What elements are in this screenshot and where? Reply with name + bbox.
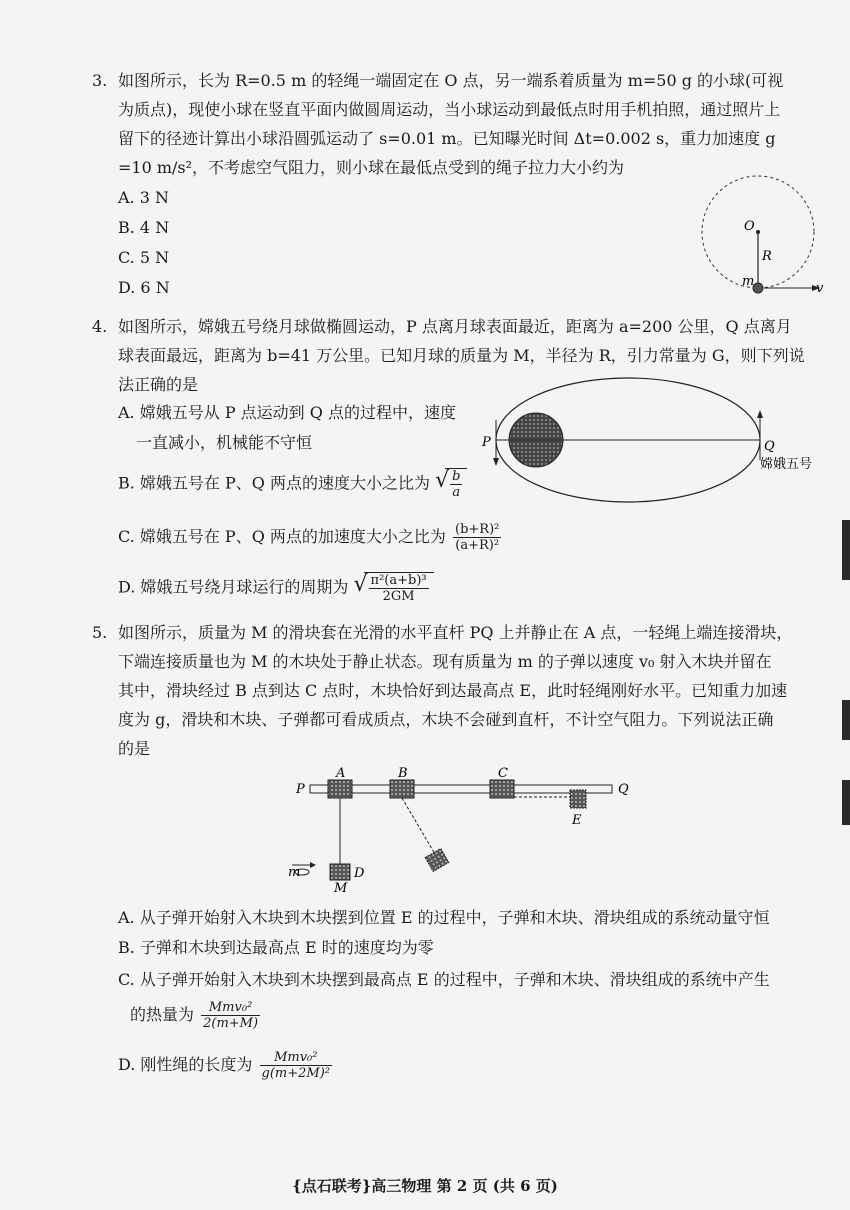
q5-slider-c xyxy=(490,780,514,798)
q4-label-q: Q xyxy=(764,439,775,454)
q5-option-d-numerator: Mmv₀² xyxy=(260,1050,332,1066)
q4-option-c[interactable] xyxy=(118,522,503,553)
q5-line-4: 度为 g，滑块和木块、子弹都可看成质点，木块不会碰到直杆，不计空气阻力。下列说法正确 xyxy=(118,710,774,729)
q5-option-b[interactable]: B. 子弹和木块到达最高点 E 时的速度均为零 xyxy=(118,938,434,957)
q3-label-m: m xyxy=(742,274,755,289)
scan-edge-shadow xyxy=(842,520,850,580)
q5-option-a[interactable]: A. 从子弹开始射入木块到木块摆到位置 E 的过程中，子弹和木块、滑块组成的系统动量守恒 xyxy=(118,908,770,927)
q4-number: 4. xyxy=(92,317,108,336)
q5-rod xyxy=(310,785,612,793)
q4-velocity-p-arrowhead xyxy=(493,458,499,466)
q5-line-1: 如图所示，质量为 M 的滑块套在光滑的水平直杆 PQ 上并静止在 A 点，一轻绳上端连接滑块， xyxy=(118,623,793,642)
q5-label-a: A xyxy=(336,766,346,781)
q5-slider-figure xyxy=(290,764,640,894)
q4-option-c-denominator: (a+R)² xyxy=(455,538,500,553)
q4-option-d-numerator: π²(a+b)³ xyxy=(370,573,427,588)
q5-block-e xyxy=(570,790,586,808)
q3-option-b[interactable]: B. 4 N xyxy=(118,218,170,237)
q4-option-d-sqrt: √ $\frac{\text{π²(a+b)³}}{2GM}$ xyxy=(354,572,434,604)
q5-label-q: Q xyxy=(618,782,629,797)
q4-option-d[interactable] xyxy=(118,572,434,604)
q3-label-o: O xyxy=(744,219,755,234)
q4-option-c-text: C. 嫦娥五号在 P、Q 两点的加速度大小之比为 xyxy=(118,527,446,546)
q5-slider-b xyxy=(390,780,414,798)
q4-option-d-text: D. 嫦娥五号绕月球运行的周期为 xyxy=(118,577,349,597)
q4-option-a-line-1[interactable]: A. 嫦娥五号从 P 点运动到 Q 点的过程中，速度 xyxy=(118,403,456,422)
q3-line-3: 留下的径迹计算出小球沿圆弧运动了 s=0.01 m。已知曝光时间 Δt=0.002 s，重力加速度 g xyxy=(118,129,776,148)
q4-option-b[interactable] xyxy=(118,468,467,500)
q4-line-3: 法正确的是 xyxy=(118,375,199,394)
q5-option-d-text: D. 刚性绳的长度为 xyxy=(118,1055,253,1074)
q4-velocity-q-arrowhead xyxy=(757,410,763,418)
scan-edge-shadow xyxy=(842,700,850,740)
q4-label-spacecraft: 嫦娥五号 xyxy=(760,457,813,472)
q5-label-mass-m: M xyxy=(334,881,348,896)
q5-line-2: 下端连接质量也为 M 的木块处于静止状态。现有质量为 m 的子弹以速度 v₀ 射入木块并留在 xyxy=(118,652,772,671)
q4-line-2: 球表面最远，距离为 b=41 万公里。已知月球的质量为 M，半径为 R，引力常量为 G，则下列说 xyxy=(118,346,805,365)
q3-circle-figure xyxy=(690,170,830,305)
q5-label-d: D xyxy=(354,866,365,881)
q5-label-e: E xyxy=(572,813,582,828)
q4-option-c-numerator: (b+R)² xyxy=(455,522,500,537)
q5-bullet-arrowhead xyxy=(310,862,316,868)
q5-label-b: B xyxy=(398,766,408,781)
q3-option-c[interactable]: C. 5 N xyxy=(118,248,170,267)
q5-option-c-denominator: 2(m+M) xyxy=(203,1016,259,1031)
q5-stem xyxy=(92,618,824,763)
q3-option-d[interactable]: D. 6 N xyxy=(118,278,170,297)
q4-option-a-line-2: 一直减小，机械能不守恒 xyxy=(136,433,313,452)
q5-block-swinging xyxy=(425,849,449,872)
q5-option-c-text: 的热量为 xyxy=(130,1005,195,1024)
q3-stem xyxy=(92,66,824,182)
q3-line-2: 为质点)，现使小球在竖直平面内做圆周运动，当小球运动到最低点时用手机拍照，通过照片上 xyxy=(118,100,781,119)
q5-number: 5. xyxy=(92,623,108,642)
q5-option-d[interactable] xyxy=(118,1050,334,1081)
page-footer: {点石联考}高三物理 第 2 页 (共 6 页) xyxy=(292,1177,558,1195)
q4-option-b-numerator: b xyxy=(452,469,461,484)
q5-rope-b xyxy=(402,798,435,854)
q4-option-b-denominator: a xyxy=(452,485,461,500)
q4-line-1: 如图所示，嫦娥五号绕月球做椭圆运动，P 点离月球表面最近，距离为 a=200 公里，Q 点离月 xyxy=(118,317,792,336)
q3-number: 3. xyxy=(92,71,108,90)
scan-edge-shadow xyxy=(842,780,850,825)
q4-option-b-sqrt: √ $\frac{b}{a}$ xyxy=(435,468,467,500)
q5-slider-a xyxy=(328,780,352,798)
q5-line-5: 的是 xyxy=(118,739,151,758)
q5-label-bullet-m: m xyxy=(288,865,301,880)
q5-option-c-numerator: Mmv₀² xyxy=(201,1000,260,1016)
q4-option-b-text: B. 嫦娥五号在 P、Q 两点的速度大小之比为 xyxy=(118,473,430,493)
q5-block-d xyxy=(330,864,350,880)
q5-label-p: P xyxy=(296,782,305,797)
q3-line-4: =10 m/s²，不考虑空气阻力，则小球在最低点受到的绳子拉力大小约为 xyxy=(118,158,625,177)
q5-option-c-line-1[interactable]: C. 从子弹开始射入木块到木块摆到最高点 E 的过程中，子弹和木块、滑块组成的系统中产生 xyxy=(118,970,770,989)
q3-option-a[interactable]: A. 3 N xyxy=(118,188,169,207)
q4-option-d-denominator: 2GM xyxy=(382,589,415,604)
q5-option-d-denominator: g(m+2M)² xyxy=(261,1066,331,1081)
q3-label-v: v xyxy=(816,281,824,296)
q5-label-c: C xyxy=(498,766,508,781)
q3-line-1: 如图所示，长为 R=0.5 m 的轻绳一端固定在 O 点，另一端系着质量为 m=50 g 的小球(可视 xyxy=(118,71,784,90)
q4-label-p: P xyxy=(482,435,491,450)
q5-line-3: 其中，滑块经过 B 点到达 C 点时，木块恰好到达最高点 E，此时轻绳刚好水平。已知重力加速 xyxy=(118,681,788,700)
q5-option-c-line-2 xyxy=(130,1000,262,1031)
q3-ball xyxy=(753,283,763,293)
q4-orbit-figure xyxy=(480,370,820,510)
q3-label-r: R xyxy=(762,249,772,264)
